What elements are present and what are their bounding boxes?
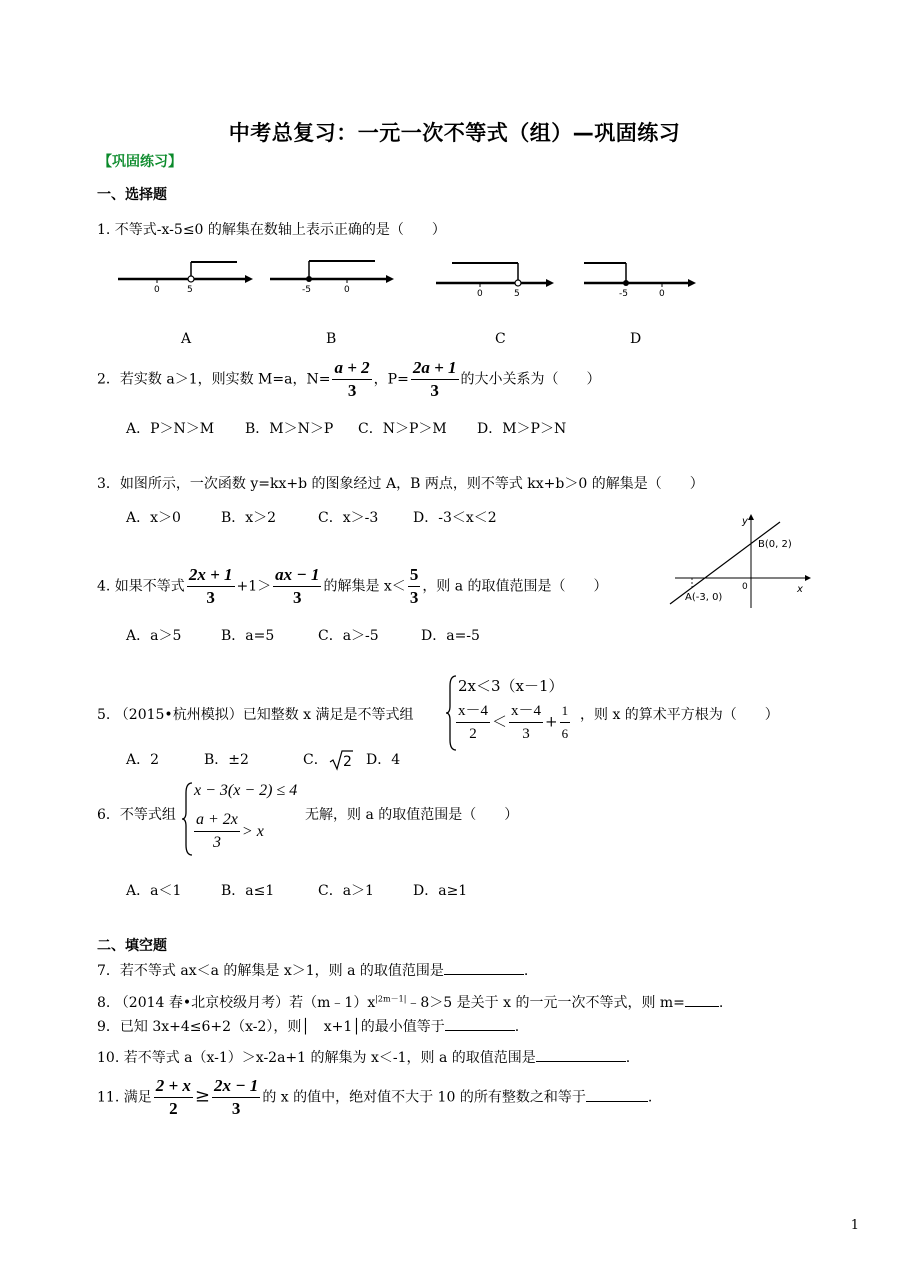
number-line-d [584,263,696,299]
question-7: 7．若不等式 ax＜a 的解集是 x＞1，则 a 的取值范围是 . [97,963,529,979]
section-heading-fill: 二、填空题 [97,938,167,954]
section-tag: 【巩固练习】 [98,154,182,170]
page-title: 中考总复习：一元一次不等式（组）—巩固练习 [228,121,681,145]
sqrt-icon [328,749,354,771]
q3-option-c: C．x＞-3 [318,510,379,526]
q1-label-d: D [630,331,642,347]
q5-line-1: 2x＜3（x－1） [458,677,564,695]
page-number: 1 [850,1218,859,1233]
x-axis-label: x [797,584,803,595]
number-line-a [118,262,253,295]
tick-a5: 5 [187,285,193,295]
question-9: 9．已知 3x+4≤6+2（x-2），则│ x+1│的最小值等于 . [97,1019,520,1035]
tick-d0: 0 [659,289,665,299]
number-line-c [436,263,554,299]
q6-option-a: A．a＜1 [126,883,182,899]
tick-c5: 5 [514,289,520,299]
q8-answer-blank [685,994,719,1007]
q3-graph [665,510,815,610]
q2-fraction-n [332,357,371,402]
q2-option-c: C．N＞P＞M [358,421,447,437]
question-2 [97,357,601,402]
origin-label: 0 [742,582,748,592]
q2-option-d: D．M＞P＞N [477,421,567,437]
question-3: 3．如图所示，一次函数 y=kx+b 的图象经过 A，B 两点，则不等式 kx+b＞0 的解集是（ ） [97,476,704,492]
number-lines [110,252,710,302]
q4-option-b: B．a=5 [221,628,275,644]
q5-post: ，则 x 的算术平方根为（ ） [580,707,779,723]
q6-option-c: C．a＞1 [318,883,374,899]
q4-option-d: D．a=-5 [421,628,480,644]
q1-label-b: B [326,331,337,347]
q5-pre: 5. （2015•杭州模拟）已知整数 x 满足是不等式组 [97,707,414,723]
q6-line-2: $\frac{a + 2x}{3}$ > x [196,811,264,851]
q2-pre: 2．若实数 a＞1，则实数 M=a，N= [97,371,331,388]
q11-answer-blank [586,1089,648,1102]
q3-option-b: B．x＞2 [221,510,277,526]
q6-option-b: B．a≤1 [221,883,275,899]
q2-mid: ，P= [373,371,409,388]
y-axis-label: y [742,516,748,527]
q4-fraction-1: $\frac{2x + 1}{3}$ [188,565,233,607]
point-b-label: B(0, 2) [758,539,792,550]
tick-b0: 0 [344,285,350,295]
question-1: 1. 不等式-x-5≤0 的解集在数轴上表示正确的是（ ） [97,222,446,238]
question-10: 10. 若不等式 a（x-1）＞x-2a+1 的解集为 x＜-1，则 a 的取值范围是 . [97,1050,631,1066]
q5-option-a: A．2 [126,752,160,768]
question-11: 11. 满足 $\frac{2 + x}{2}$ ≥ $\frac{2x - 1}{3}$ 的 x 的值中，绝对值不大于 10 的所有整数之和等于 . [97,1076,653,1118]
q2-p-numerator: 2a + 1 [411,357,459,380]
q2-post: 的大小关系为（ ） [460,371,601,388]
q2-p-denominator: 3 [430,381,439,400]
question-8: 8. （2014 春•北京校级月考）若$(m﹣1)x^{|2m-1|}﹣8>5$ 是关于 x 的一元一次不等式，则 m= . [97,994,724,1011]
q2-fraction-p [411,357,459,402]
q2-n-numerator: a + 2 [332,357,371,380]
q10-answer-blank [536,1049,626,1062]
q3-option-d: D．-3＜x＜2 [413,510,497,526]
tick-c0: 0 [477,289,483,299]
q2-n-denominator: 3 [347,381,357,400]
q11-fraction-1: $\frac{2 + x}{2}$ [155,1076,191,1118]
question-4: 4. 如果不等式 $\frac{2x + 1}{3}$ +1＞ $\frac{ax - 1}{3}$ 的解集是 x＜ $\frac{5}{3}$ ，则 a 的取值范围是（ ） [97,565,608,607]
q11-fraction-2: $\frac{2x - 1}{3}$ [214,1076,259,1118]
q5-line-2: $\frac{x-4}{2}$ ＜ $\frac{x-4}{3}$ + $\frac{1}{6}$ [454,700,572,745]
number-line-b [270,261,394,295]
q5-option-d: D．4 [366,752,401,768]
q6-pre: 6．不等式组 [97,807,176,823]
tick-a0: 0 [154,285,160,295]
q2-option-a: A．P＞N＞M [126,421,215,437]
q4-fraction-2: $\frac{ax - 1}{3}$ [275,565,320,607]
q4-option-c: C．a＞-5 [318,628,379,644]
q5-option-b: B．±2 [204,752,249,768]
q1-label-c: C [495,331,506,347]
tick-d-5: -5 [619,289,628,299]
q9-answer-blank [445,1018,515,1031]
point-a-label: A(-3, 0) [685,592,723,603]
q1-label-a: A [181,331,192,347]
section-heading-choice: 一、选择题 [97,187,167,203]
q2-option-b: B．M＞N＞P [245,421,334,437]
q6-post: 无解，则 a 的取值范围是（ ） [305,807,519,823]
q6-option-d: D．a≥1 [413,883,468,899]
tick-b-5: -5 [302,285,311,295]
q4-option-a: A．a＞5 [126,628,182,644]
q3-option-a: A．x＞0 [126,510,181,526]
q6-line-1: x − 3(x − 2) ≤ 4 [194,782,298,799]
svg-text:2: 2 [342,754,352,770]
q5-option-c: C． 2 [303,749,354,771]
q7-answer-blank [444,962,524,975]
q4-fraction-3: $\frac{5}{3}$ [409,565,419,607]
